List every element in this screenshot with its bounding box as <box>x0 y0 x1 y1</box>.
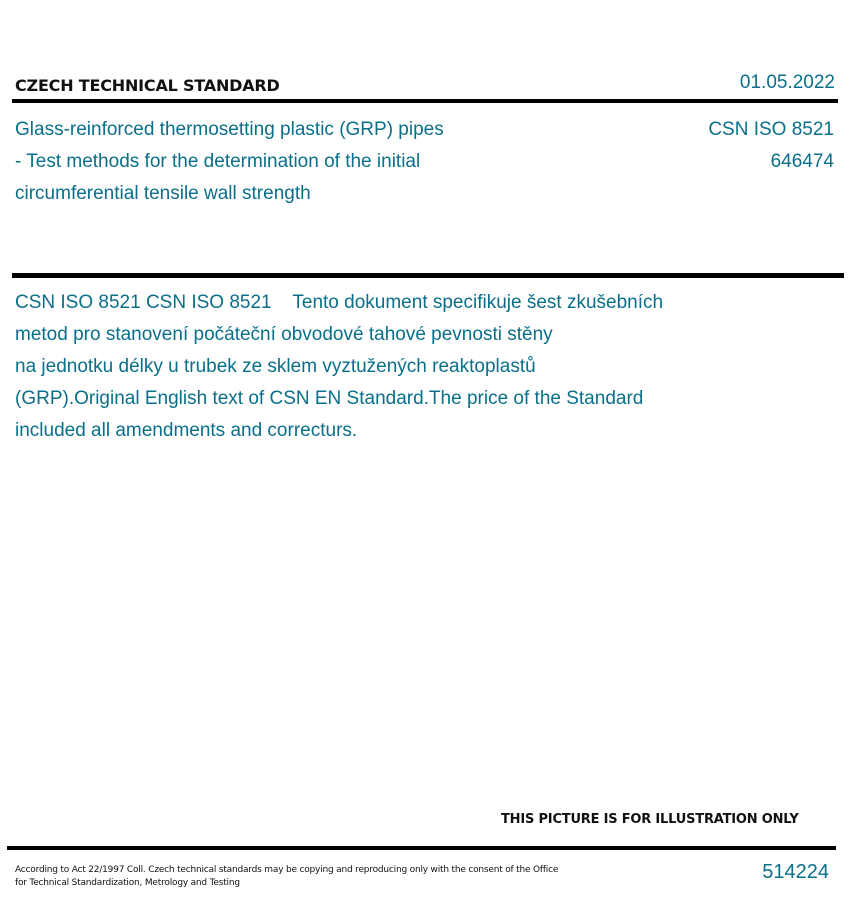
bottom-divider <box>7 846 836 850</box>
legal-notice <box>15 864 615 890</box>
document-category: CZECH TECHNICAL STANDARD <box>15 76 280 95</box>
description-line: included all amendments and correcturs. <box>15 420 358 441</box>
legal-line: for Technical Standardization, Metrology and Testing <box>15 878 240 888</box>
standard-description <box>15 287 815 447</box>
description-line: (GRP).Original English text of CSN EN Standard.The price of the Standard <box>15 388 644 409</box>
description-line: CSN ISO 8521 CSN ISO 8521 Tento dokument specifikuje šest zkušebních <box>15 292 664 313</box>
middle-divider <box>12 273 844 278</box>
title-line: Glass-reinforced thermosetting plastic (GRP) pipes <box>15 119 444 140</box>
standard-code: CSN ISO 8521 <box>708 119 834 140</box>
title-line: circumferential tensile wall strength <box>15 183 311 204</box>
title-line: - Test methods for the determination of the initial <box>15 151 421 172</box>
description-line: na jednotku délky u trubek ze sklem vyztužených reaktoplastů <box>15 356 536 377</box>
standard-title <box>15 114 535 210</box>
legal-line: According to Act 22/1997 Coll. Czech technical standards may be copying and reproducing only with the consent of the Office <box>15 865 559 875</box>
standard-identifiers <box>708 114 834 178</box>
publication-date: 01.05.2022 <box>739 72 835 93</box>
top-divider <box>12 99 838 103</box>
catalog-number: 514224 <box>762 861 829 883</box>
standard-number: 646474 <box>770 151 834 172</box>
illustration-note: THIS PICTURE IS FOR ILLUSTRATION ONLY <box>501 812 799 827</box>
description-line: metod pro stanovení počáteční obvodové tahové pevnosti stěny <box>15 324 553 345</box>
